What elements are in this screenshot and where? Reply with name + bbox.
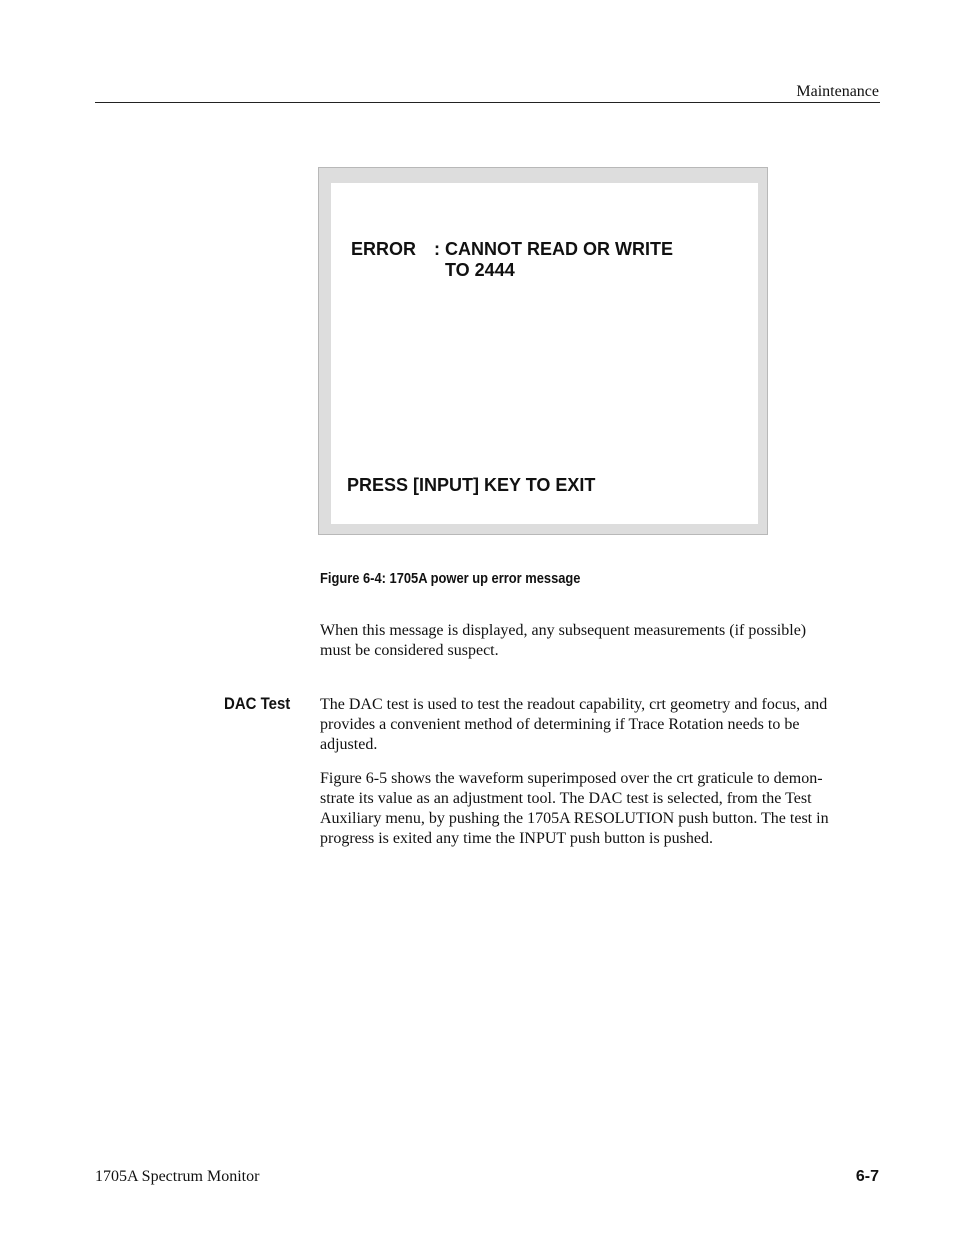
paragraph-line: When this message is displayed, any subsequent measurements (if possible) xyxy=(320,622,807,639)
figure-caption: Figure 6-4: 1705A power up error message xyxy=(320,570,581,587)
footer-product-name: 1705A Spectrum Monitor xyxy=(95,1168,260,1185)
dac-test-paragraph-1 xyxy=(320,695,880,755)
exit-prompt: PRESS [INPUT] KEY TO EXIT xyxy=(347,475,596,495)
paragraph-line: adjusted. xyxy=(320,736,378,753)
footer-page-number: 6-7 xyxy=(855,1168,879,1185)
paragraph-line: strate its value as an adjustment tool. The DAC test is selected, from the Test xyxy=(320,790,812,807)
header-section-title: Maintenance xyxy=(796,83,879,100)
dac-test-paragraph-2 xyxy=(320,769,880,849)
header-rule xyxy=(95,102,880,103)
error-screen-display xyxy=(331,183,758,524)
intro-paragraph xyxy=(320,621,880,661)
dac-test-heading: DAC Test xyxy=(223,694,290,713)
paragraph-line: progress is exited any time the INPUT push button is pushed. xyxy=(320,830,713,847)
paragraph-line: Figure 6-5 shows the waveform superimposed over the crt graticule to demon- xyxy=(320,770,823,787)
error-message-line-2: TO 2444 xyxy=(445,260,515,280)
error-message-line-1: : CANNOT READ OR WRITE xyxy=(434,239,673,259)
paragraph-line: provides a convenient method of determining if Trace Rotation needs to be xyxy=(320,716,800,733)
paragraph-line: The DAC test is used to test the readout capability, crt geometry and focus, and xyxy=(320,696,828,713)
paragraph-line: must be considered suspect. xyxy=(320,642,499,659)
error-screen-figure xyxy=(318,167,768,535)
error-label: ERROR xyxy=(351,239,417,259)
paragraph-line: Auxiliary menu, by pushing the 1705A RESOLUTION push button. The test in xyxy=(320,810,829,827)
